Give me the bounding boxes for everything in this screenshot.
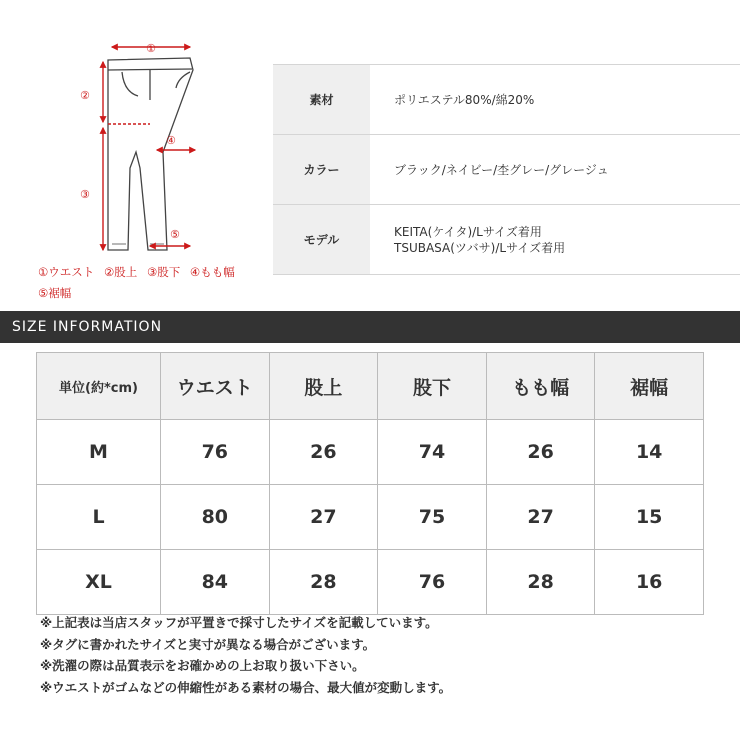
legend-rise: ②股上	[103, 265, 138, 279]
note-line: ※洗濯の際は品質表示をお確かめの上お取り扱い下さい。	[40, 658, 365, 673]
size-label: L	[37, 485, 161, 550]
legend-thigh: ④もも幅	[189, 265, 235, 279]
table-cell: 84	[161, 550, 270, 615]
spec-value-material: ポリエステル80%/綿20%	[370, 65, 740, 135]
spec-row-color	[273, 135, 740, 205]
table-cell: 15	[595, 485, 704, 550]
diagram-legend	[38, 262, 270, 304]
header-waist: ウエスト	[161, 353, 270, 420]
spec-value-color: ブラック/ネイビー/杢グレー/グレージュ	[370, 135, 740, 205]
marker-3: ③	[80, 188, 90, 201]
size-label: XL	[37, 550, 161, 615]
table-cell: 80	[161, 485, 270, 550]
marker-1: ①	[146, 42, 156, 55]
marker-5: ⑤	[170, 228, 180, 241]
legend-hem: ⑤裾幅	[38, 286, 72, 300]
size-label: M	[37, 420, 161, 485]
notes	[40, 612, 451, 698]
table-cell: 75	[378, 485, 487, 550]
section-title-bar: SIZE INFORMATION	[0, 311, 740, 343]
table-cell: 28	[486, 550, 595, 615]
table-row	[37, 420, 704, 485]
table-cell: 16	[595, 550, 704, 615]
spec-value-model	[370, 205, 740, 275]
header-inseam: 股下	[378, 353, 487, 420]
spec-label-material: 素材	[273, 65, 370, 135]
size-table	[36, 352, 704, 615]
spec-label-model: モデル	[273, 205, 370, 275]
table-cell: 76	[161, 420, 270, 485]
header-unit: 単位(約*cm)	[37, 353, 161, 420]
legend-waist: ①ウエスト	[38, 265, 95, 279]
pants-illustration	[0, 0, 270, 262]
pants-diagram	[0, 0, 270, 310]
marker-4: ④	[166, 134, 176, 147]
size-header-row	[37, 353, 704, 420]
table-cell: 28	[269, 550, 378, 615]
spec-table	[273, 64, 740, 275]
spec-row-model	[273, 205, 740, 275]
table-cell: 26	[269, 420, 378, 485]
header-thigh: もも幅	[486, 353, 595, 420]
header-hem: 裾幅	[595, 353, 704, 420]
table-cell: 76	[378, 550, 487, 615]
table-cell: 74	[378, 420, 487, 485]
marker-2: ②	[80, 89, 90, 102]
note-line: ※上記表は当店スタッフが平置きで採寸したサイズを記載しています。	[40, 615, 438, 630]
note-line: ※ウエストがゴムなどの伸縮性がある素材の場合、最大値が変動します。	[40, 679, 452, 695]
table-cell: 26	[486, 420, 595, 485]
header-rise: 股上	[269, 353, 378, 420]
spec-value-model-1: KEITA(ケイタ)/Lサイズ着用	[394, 224, 542, 239]
table-cell: 27	[486, 485, 595, 550]
table-row	[37, 485, 704, 550]
legend-inseam: ③股下	[146, 265, 181, 279]
spec-value-model-2: TSUBASA(ツバサ)/Lサイズ着用	[394, 240, 566, 255]
note-line: ※タグに書かれたサイズと実寸が異なる場合がございます。	[40, 636, 376, 652]
spec-label-color: カラー	[273, 135, 370, 205]
spec-row-material	[273, 65, 740, 135]
table-cell: 27	[269, 485, 378, 550]
table-cell: 14	[595, 420, 704, 485]
table-row	[37, 550, 704, 615]
